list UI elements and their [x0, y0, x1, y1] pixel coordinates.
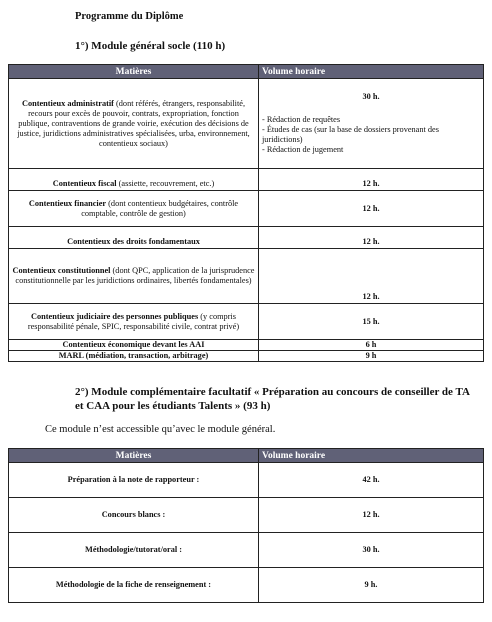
subject-cell: Concours blancs :	[9, 498, 259, 533]
subject-cell	[9, 169, 259, 191]
module2-heading: 2°) Module complémentaire facultatif « Préparation au concours de conseiller de TA et CAA pour les étudiants Talents » (93 h)	[75, 386, 470, 412]
subject-bold: Contentieux économique devant les AAI	[62, 340, 205, 349]
subject-detail: (dont QPC, application de la jurisprudence constitutionnelle par les juridictions ordinaires, libertés fondamentales)	[15, 266, 255, 285]
subject-cell: Méthodologie de la fiche de renseignement :	[9, 568, 259, 603]
table-row	[9, 568, 484, 603]
volume-value: 30 h.	[362, 92, 380, 101]
table-row	[9, 498, 484, 533]
module2-note: Ce module n’est accessible qu’avec le module général.	[45, 424, 276, 435]
volume-cell: 9 h	[259, 351, 484, 362]
table-row	[9, 79, 484, 169]
table-header-row	[9, 449, 484, 463]
subject-bold: Contentieux judiciaire des personnes publiques	[31, 311, 199, 321]
volume-cell: 6 h	[259, 340, 484, 351]
subject-bold: Contentieux constitutionnel	[12, 266, 111, 275]
subject-bold: Contentieux des droits fondamentaux	[67, 237, 200, 246]
volume-cell: 15 h.	[259, 304, 484, 340]
subject-bold: MARL (médiation, transaction, arbitrage)	[58, 351, 209, 360]
subject-bold: Contentieux fiscal	[52, 179, 117, 188]
subject-cell	[9, 351, 259, 362]
volume-cell: 12 h.	[259, 169, 484, 191]
col-header-volume: Volume horaire	[259, 449, 484, 463]
table-row	[9, 351, 484, 362]
table-row	[9, 227, 484, 249]
module1-heading: 1°) Module général socle (110 h)	[75, 40, 226, 52]
col-header-volume: Volume horaire	[259, 65, 484, 79]
subject-cell	[9, 227, 259, 249]
subject-cell: Préparation à la note de rapporteur :	[9, 463, 259, 498]
table-header-row	[9, 65, 484, 79]
table-row	[9, 249, 484, 304]
detail-line: - Rédaction de requêtes	[262, 115, 341, 124]
volume-cell	[259, 79, 484, 169]
table-row	[9, 304, 484, 340]
volume-cell: 12 h.	[259, 498, 484, 533]
detail-line: - Études de cas (sur la base de dossiers provenant des juridictions)	[262, 125, 439, 144]
subject-cell: Méthodologie/tutorat/oral :	[9, 533, 259, 568]
volume-cell: 9 h.	[259, 568, 484, 603]
subject-cell	[9, 340, 259, 351]
subject-cell	[9, 304, 259, 340]
volume-cell: 30 h.	[259, 533, 484, 568]
subject-cell	[9, 191, 259, 227]
subject-bold: Contentieux financier	[28, 198, 107, 208]
module2-table	[8, 448, 484, 603]
page-title: Programme du Diplôme	[75, 11, 184, 22]
subject-bold: Contentieux administratif	[21, 98, 114, 108]
subject-detail: (assiette, recouvrement, etc.)	[116, 179, 215, 188]
table-row	[9, 340, 484, 351]
volume-cell: 12 h.	[259, 227, 484, 249]
col-header-subject: Matières	[9, 449, 259, 463]
volume-cell: 12 h.	[259, 249, 484, 304]
subject-detail: (dont référés, étrangers, responsabilité, recours pour excès de pouvoir, contrats, expropriation, fonction publique, contraventions de grande voirie, exécution des décisions de justice, juridictions administratives spécialisées, urba, environnement, contentieux sociaux)	[17, 98, 250, 148]
subject-cell	[9, 79, 259, 169]
volume-cell: 12 h.	[259, 191, 484, 227]
table-row	[9, 169, 484, 191]
module1-table	[8, 64, 484, 362]
col-header-subject: Matières	[9, 65, 259, 79]
subject-detail: (dont contentieux budgétaires, contrôle comptable, contrôle de gestion)	[81, 198, 239, 218]
subject-cell	[9, 249, 259, 304]
table-row	[9, 463, 484, 498]
table-row	[9, 191, 484, 227]
volume-cell: 42 h.	[259, 463, 484, 498]
detail-line: - Rédaction de jugement	[262, 145, 344, 154]
subject-detail: (y compris responsabilité pénale, SPIC, responsabilité civile, contrat privé)	[27, 311, 240, 331]
table-row	[9, 533, 484, 568]
